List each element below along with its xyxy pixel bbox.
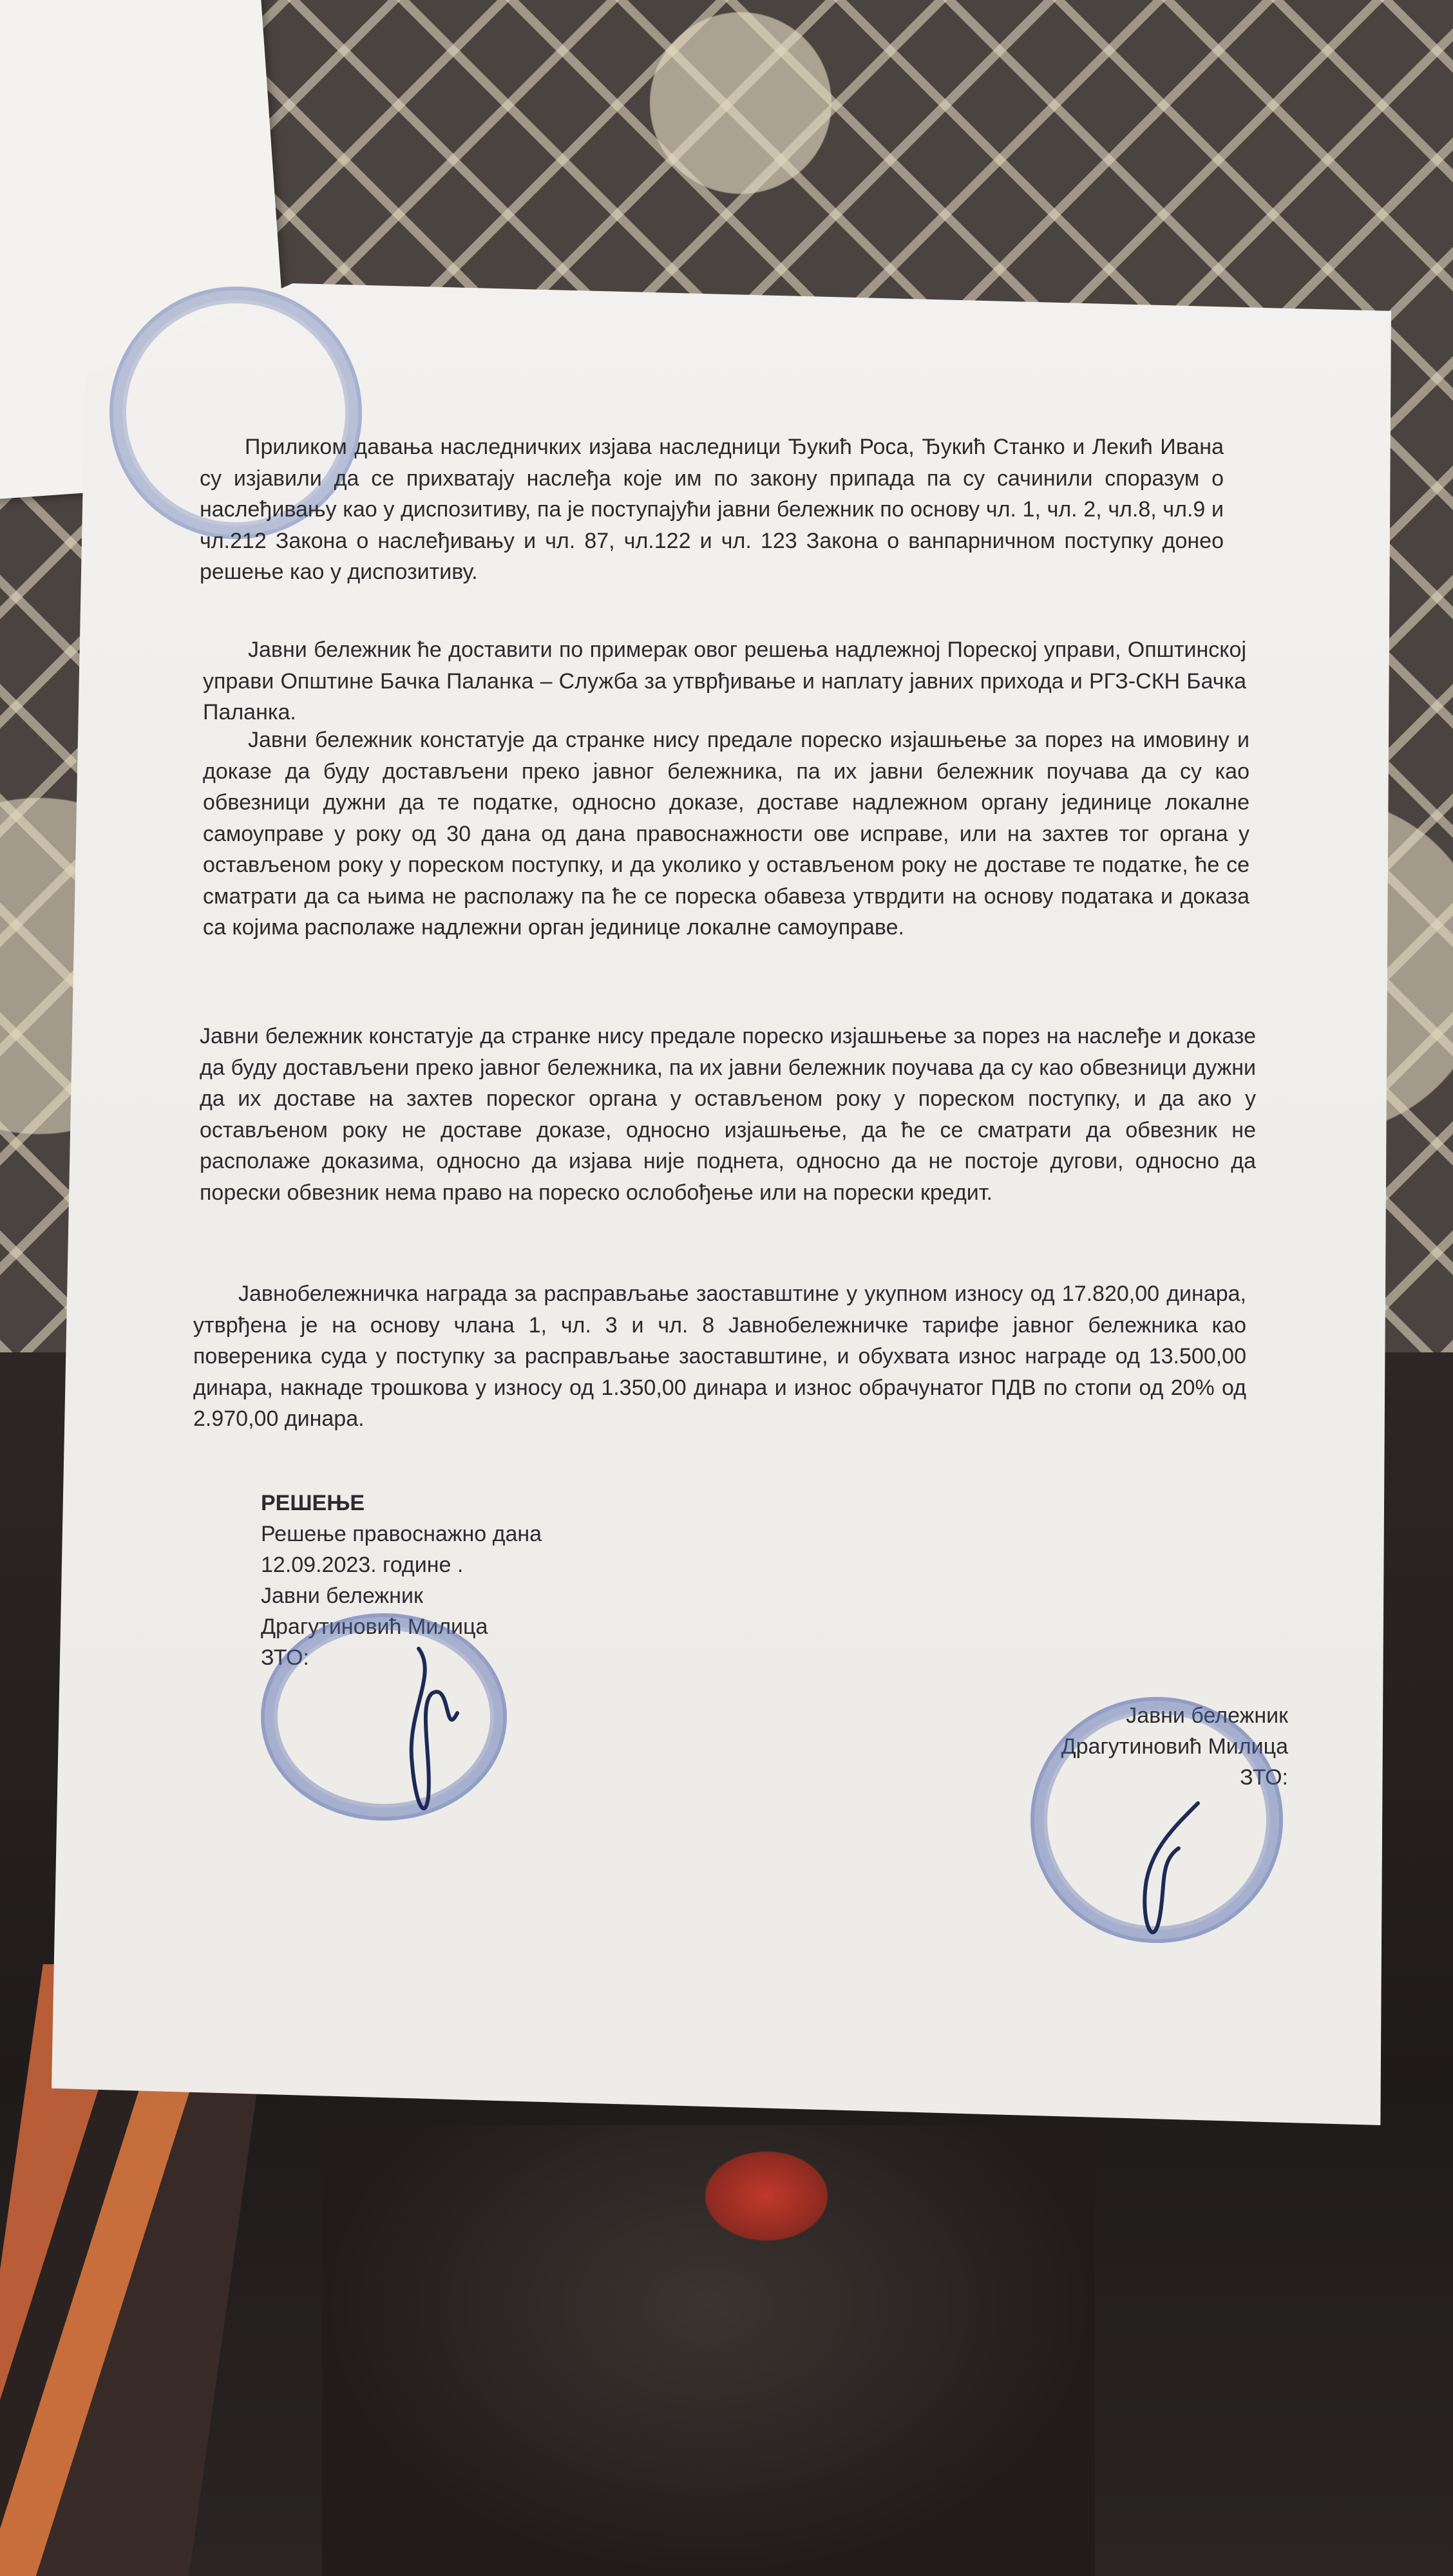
paragraph-property-tax xyxy=(203,724,1249,943)
notary-label-right: Јавни бележник xyxy=(1126,1703,1288,1728)
paragraph-declarations xyxy=(200,431,1224,588)
signature-left-icon xyxy=(380,1636,509,1829)
notary-label-left: Јавни бележник xyxy=(261,1584,423,1608)
notary-name-right: Драгутиновић Милица xyxy=(1061,1734,1288,1759)
signature-right-icon xyxy=(1114,1790,1243,1984)
finality-line: Решење правоснажно дана xyxy=(261,1522,542,1546)
paragraph-notary-fee-text: Јавнобележничка награда за расправљање заоставштине у укупном износу од 17.820,00 динара, утврђена је на основу члана 1, чл. 3 и чл. 8 Јавнобележничке тарифе јавног бележника као повереника суда у поступку за расправљање заоставштине, и обухвата износ награде од 13.500,00 динара, накнаде трошкова у износу од 1.350,00 динара и износ обрачунатог ПДВ по стопи од 20% од 2.970,00 динара. xyxy=(193,1282,1246,1431)
zto-label-left: ЗТО: xyxy=(261,1645,309,1670)
zto-label-right: ЗТО: xyxy=(1240,1765,1288,1790)
finality-title: РЕШЕЊЕ xyxy=(261,1491,365,1515)
notary-name-left: Драгутиновић Милица xyxy=(261,1615,488,1639)
paragraph-inheritance-tax xyxy=(200,1021,1256,1208)
paragraph-property-tax-text: Јавни бележник констатује да странке нису предале пореско изјашњење за порез на имовину и доказе да буду достављени преко јавног бележника, па их јавни бележник поучава да су као обвезници дужни да те податке, односно доказе, доставе надлежном органу јединице локалне самоуправе у року од 30 дана од дана правоснажности ове исправе, или на захтев тог органа у остављеном року у пореском поступку, и да уколико у остављеном року не доставе те податке, ће се сматрати да са њима не располажу па ће се пореска обавеза утврдити на основу података и доказа са којима располаже надлежни орган јединице локалне самоуправе. xyxy=(203,728,1249,940)
paragraph-notary-fee xyxy=(193,1278,1246,1435)
finality-date: 12.09.2023. године . xyxy=(261,1553,464,1577)
paragraph-declarations-text: Приликом давања наследничких изјава наследници Ђукић Роса, Ђукић Станко и Лекић Ивана су изјавили да се прихватају наслеђа које им по закону припада па су сачинили споразум о наслеђивању као у диспозитиву, па је поступајући јавни бележник по основу чл. 1, чл. 2, чл.8, чл.9 и чл.212 Закона о наслеђивању и чл. 87, чл.122 и чл. 123 Закона о ванпарничном поступку донео решење као у диспозитиву. xyxy=(200,435,1224,584)
paragraph-inheritance-tax-text: Јавни бележник констатује да странке нису предале пореско изјашњење за порез на наслеђе и доказе да буду достављени преко јавног бележника, па их јавни бележник поучава да су као обвезници дужни да их доставе на захтев пореског органа у остављеном року у пореском поступку, и да ако у остављеном року не доставе доказе, односно изјашњење, да ће се сматрати да обвезник не располаже доказима, односно да изјава није поднета, односно да не постоје дугови, односно да порески обвезник нема право на пореско ослобођење или на порески кредит. xyxy=(200,1024,1256,1205)
paragraph-delivery-text: Јавни бележник ће доставити по примерак овог решења надлежној Пореској управи, Општинској управи Општине Бачка Паланка – Служба за утврђивање и наплату јавних прихода и РГЗ-СКН Бачка Паланка. xyxy=(203,638,1246,724)
paragraph-delivery xyxy=(203,634,1246,728)
